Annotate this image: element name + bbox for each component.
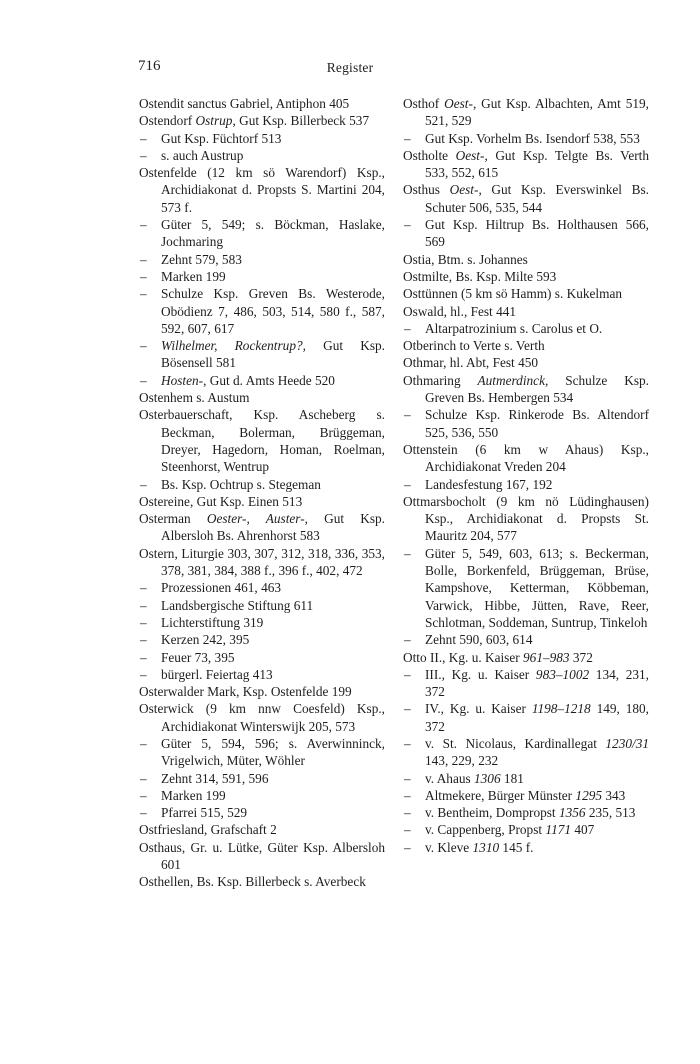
index-subentry: – III., Kg. u. Kaiser 983–1002 134, 231, 372 (403, 666, 649, 701)
index-subentry: – v. St. Nicolaus, Kardinallegat 1230/31 143, 229, 232 (403, 735, 649, 770)
index-subentry: – IV., Kg. u. Kaiser 1198–1218 149, 180, 372 (403, 700, 649, 735)
index-entry: Ostholte Oest-, Gut Ksp. Telgte Bs. Verth 533, 552, 615 (403, 147, 649, 181)
right-index-column (403, 95, 649, 856)
index-subentry: – Schulze Ksp. Greven Bs. Westerode, Obödienz 7, 486, 503, 514, 580 f., 587, 592, 607, 617 (139, 285, 385, 337)
index-subentry: – Landesfestung 167, 192 (403, 476, 649, 493)
index-subentry: – Gut Ksp. Vorhelm Bs. Isendorf 538, 553 (403, 130, 649, 147)
index-subentry: – Landsbergische Stiftung 611 (139, 597, 385, 614)
index-entry: Otberinch to Verte s. Verth (403, 338, 545, 354)
index-entry: Osterman Oester-, Auster-, Gut Ksp. Albersloh Bs. Ahrenhorst 583 (139, 511, 385, 544)
index-subentry: – Güter 5, 594, 596; s. Averwinninck, Vrigelwich, Müter, Wöhler (139, 735, 385, 770)
index-entry: Otto II., Kg. u. Kaiser 961–983 372 (403, 649, 593, 665)
index-subentry: – Zehnt 314, 591, 596 (139, 770, 385, 787)
index-subentry: – Güter 5, 549; s. Böckman, Haslake, Jochmaring (139, 216, 385, 251)
index-entry: Ostenhem s. Austum (139, 390, 250, 406)
index-entry: Ostern, Liturgie 303, 307, 312, 318, 336, 353, 378, 381, 384, 388 f., 396 f., 402, 472 (139, 545, 385, 579)
index-subentry: – Marken 199 (139, 268, 385, 285)
index-subentry: – Marken 199 (139, 787, 385, 804)
index-subentry: – Gut Ksp. Hiltrup Bs. Holthausen 566, 569 (403, 216, 649, 251)
index-subentry: – Pfarrei 515, 529 (139, 804, 385, 821)
index-entry: Osttünnen (5 km sö Hamm) s. Kukelman (403, 286, 623, 302)
page-number: 716 (138, 58, 161, 74)
index-subentry: – Kerzen 242, 395 (139, 631, 385, 648)
index-entry: Osthellen, Bs. Ksp. Billerbeck s. Averbeck (139, 874, 366, 890)
index-subentry: – Prozessionen 461, 463 (139, 579, 385, 596)
index-entry: Ostendorf Ostrup, Gut Ksp. Billerbeck 537 (139, 113, 370, 129)
index-subentry: – Altarpatrozinium s. Carolus et O. (403, 320, 649, 337)
index-entry: Ostfriesland, Grafschaft 2 (139, 822, 277, 838)
index-entry: Osthof Oest-, Gut Ksp. Albachten, Amt 519, 521, 529 (403, 96, 649, 129)
index-subentry: – Lichterstiftung 319 (139, 614, 385, 631)
index-subentry: – Zehnt 590, 603, 614 (403, 631, 649, 648)
index-subentry: – v. Bentheim, Dompropst 1356 235, 513 (403, 804, 649, 821)
index-entry: Ostia, Btm. s. Johannes (403, 251, 528, 267)
index-entry: Osterbauerschaft, Ksp. Ascheberg s. Beckman, Bolerman, Brüggeman, Dreyer, Hagedorn, Homan, Roelman, Steenhorst, Wentrup (139, 407, 385, 475)
index-entry: Osterwalder Mark, Ksp. Ostenfelde 199 (139, 684, 352, 700)
index-entry: Osthus Oest-, Gut Ksp. Everswinkel Bs. Schuter 506, 535, 544 (403, 182, 649, 215)
index-entry: Osterwick (9 km nnw Coesfeld) Ksp., Archidiakonat Winterswijk 205, 573 (139, 701, 385, 734)
index-entry: Ostmilte, Bs. Ksp. Milte 593 (403, 268, 557, 284)
index-entry: Ostendit sanctus Gabriel, Antiphon 405 (139, 96, 350, 111)
index-subentry: – Feuer 73, 395 (139, 649, 385, 666)
index-entry: Osthaus, Gr. u. Lütke, Güter Ksp. Albersloh 601 (139, 839, 385, 873)
left-index-column (139, 95, 385, 891)
index-entry: Ottmarsbocholt (9 km nö Lüdinghausen) Ksp., Archidiakonat d. Propsts St. Mauritz 204, 577 (403, 493, 649, 544)
index-entry: Ottenstein (6 km w Ahaus) Ksp., Archidiakonat Vreden 204 (403, 441, 649, 475)
index-subentry: – v. Kleve 1310 145 f. (403, 839, 649, 856)
index-subentry: – v. Ahaus 1306 181 (403, 770, 649, 787)
index-subentry: – Wilhelmer, Rockentrup?, Gut Ksp. Bösensell 581 (139, 337, 385, 372)
index-subentry: – Zehnt 579, 583 (139, 251, 385, 268)
index-entry: Ostereine, Gut Ksp. Einen 513 (139, 493, 303, 509)
index-subentry: – Altmekere, Bürger Münster 1295 343 (403, 787, 649, 804)
index-entry: Othmaring Autmerdinck, Schulze Ksp. Greven Bs. Hembergen 534 (403, 372, 649, 406)
index-subentry: – s. auch Austrup (139, 147, 385, 164)
index-entry: Ostenfelde (12 km sö Warendorf) Ksp., Archidiakonat d. Propsts S. Martini 204, 573 f. (139, 165, 385, 215)
index-subentry: – Güter 5, 549, 603, 613; s. Beckerman, Bolle, Borkenfeld, Brüggeman, Brüse, Kampshove, Ketterman, Köbbeman, Varwick, Hibbe, Jütten, Rave, Reer, Schlotman, Soddeman, Suntrup, Tinkeloh (403, 545, 649, 631)
index-subentry: – Bs. Ksp. Ochtrup s. Stegeman (139, 476, 385, 493)
index-subentry: – v. Cappenberg, Propst 1171 407 (403, 821, 649, 838)
index-entry: Oswald, hl., Fest 441 (403, 303, 517, 319)
index-subentry: – Gut Ksp. Füchtorf 513 (139, 130, 385, 147)
running-title: Register (326, 60, 374, 75)
index-subentry: – Schulze Ksp. Rinkerode Bs. Altendorf 525, 536, 550 (403, 406, 649, 441)
index-entry: Othmar, hl. Abt, Fest 450 (403, 355, 539, 371)
index-subentry: – Hosten-, Gut d. Amts Heede 520 (139, 372, 385, 389)
index-subentry: – bürgerl. Feiertag 413 (139, 666, 385, 683)
